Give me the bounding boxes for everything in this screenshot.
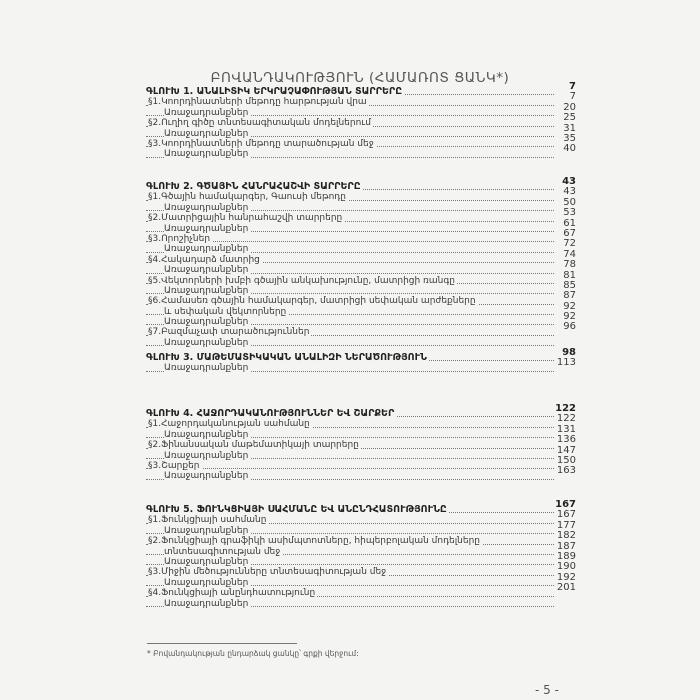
entry-title: Առաջադրանքներ — [164, 525, 249, 536]
entry-title: §6.Համասեռ գծային համակարգեր, մատրիցի սեփական արժեքները — [148, 296, 476, 307]
entry-page: 74 — [563, 248, 576, 260]
entry-title: Առաջադրանքներ — [164, 556, 249, 567]
entry-title: ԳԼՈՒԽ 1. ԱՆԱԼԻՏԻԿ ԵՐԿՐԱՉԱՓՈՒԹՅԱՆ ՏԱՐՐԵՐԸ — [146, 86, 403, 97]
entry-title: §3.Շարքեր — [148, 460, 200, 471]
entry-title: Առաջադրանքներ — [164, 337, 249, 348]
entry-page: 187 — [556, 540, 576, 552]
entry-title: տնտեսագիտության մեջ — [164, 546, 281, 557]
entry-title: §1.Կոորդինատների մեթոդը հարթության վրա — [148, 97, 367, 108]
entry-title: Առաջադրանքներ — [164, 577, 249, 588]
entry-title: ԳԼՈՒԽ 2. ԳԾԱՅԻՆ ՀԱՆՐԱՀԱՇՎԻ ՏԱՐՐԵՐԸ — [146, 181, 361, 192]
entry-title: §3.Որոշիչներ — [148, 233, 211, 244]
chapter-heading — [146, 403, 576, 419]
chapter-block — [146, 403, 576, 482]
chapter-heading — [146, 81, 576, 97]
entry-page: 92 — [563, 311, 576, 323]
entry-title: Առաջադրանքներ — [164, 285, 249, 296]
entry-page: 182 — [556, 530, 576, 542]
entry-page: 43 — [562, 176, 576, 187]
entry-title: §2.Ֆունկցիայի գրաֆիկի ասիմպտոտները, հիպերբոլական մոդելները — [148, 536, 481, 547]
entry-page: 131 — [556, 423, 576, 435]
entry-page: 189 — [556, 550, 576, 562]
entry-page: 67 — [563, 227, 576, 239]
entry-title: §7.Բազմաչափ տարածություններ — [148, 327, 310, 338]
entry-page: 25 — [563, 112, 576, 124]
entry-title: Առաջադրանքներ — [164, 450, 249, 461]
entry-title: ԳԼՈՒԽ 4. ՀԱՋՈՐԴԱԿԱՆՈՒԹՅՈՒՆՆԵՐ ԵՎ ՇԱՐՔԵՐ — [146, 408, 395, 419]
entry-title: ԳԼՈՒԽ 3. ՄԱԹԵՄԱՏԻԿԱԿԱՆ ԱՆԱԼԻԶԻ ՆԵՐԱԾՈՒԹՅՈՒՆ — [146, 352, 427, 363]
entry-page: 98 — [562, 347, 576, 358]
entry-page: 20 — [563, 101, 576, 113]
entry-page: 85 — [563, 279, 576, 291]
page-number: - 5 - — [535, 683, 559, 697]
entry-title: Առաջադրանքներ — [164, 244, 249, 255]
entry-title: Առաջադրանքներ — [164, 223, 249, 234]
entry-page: 87 — [563, 290, 576, 302]
chapter-heading — [146, 347, 576, 363]
chapter-block — [146, 176, 576, 348]
entry-title: §2.Մատրիցային հանրահաշվի տարրերը — [148, 213, 343, 224]
entry-title: Առաջադրանքներ — [164, 107, 249, 118]
entry-page: 43 — [563, 186, 576, 198]
footnote-divider — [147, 643, 297, 644]
entry-page: 40 — [563, 143, 576, 155]
entry-page: 177 — [556, 519, 576, 531]
entry-page: 136 — [556, 434, 576, 446]
entry-page: 201 — [556, 582, 576, 594]
entry-page: 113 — [556, 357, 576, 369]
entry-title: §5.Վեկտորների խմբի գծային անկախությունը, մատրիցի ռանգը — [148, 275, 455, 286]
entry-title: և սեփական վեկտորները — [164, 306, 287, 317]
entry-page: 50 — [563, 196, 576, 208]
entry-title: Առաջադրանքներ — [164, 128, 249, 139]
entry-title: ԳԼՈՒԽ 5. ՖՈՒՆԿՑԻԱՅԻ ՍԱՀՄԱՆԸ ԵՎ ԱՆԸՆԴՀԱՏՈՒԹՅՈՒՆԸ — [146, 504, 447, 515]
entry-title: §1.Հաջորդականության սահմանը — [148, 419, 310, 430]
entry-title: Առաջադրանքներ — [164, 317, 249, 328]
entry-page: 72 — [563, 238, 576, 250]
entry-page: 78 — [563, 259, 576, 271]
entry-page: 61 — [563, 217, 576, 229]
chapter-heading — [146, 176, 576, 192]
toc-entry — [146, 599, 576, 609]
entry-title: §2.Ֆինանսական մաթեմատիկայի տարրերը — [148, 440, 359, 451]
entry-page: 35 — [563, 132, 576, 144]
entry-title: Առաջադրանքներ — [164, 429, 249, 440]
entry-title: Առաջադրանքներ — [164, 149, 249, 160]
page-title: ԲՈՎԱՆԴԱԿՈՒԹՅՈՒՆ (ՀԱՄԱՌՈՏ ՑԱՆԿ*) — [210, 70, 510, 86]
entry-page: 92 — [563, 300, 576, 312]
entry-page: 53 — [563, 207, 576, 219]
chapter-block — [146, 499, 576, 609]
entry-title: §3.Կոորդինատների մեթոդը տարածության մեջ — [148, 138, 374, 149]
footnote: * Բովանդակության ընդարձակ ցանկը՝ գրքի վերջում: — [147, 649, 359, 658]
entry-title: Առաջադրանքներ — [164, 471, 249, 482]
entry-page: 7 — [569, 81, 576, 92]
entry-page: 150 — [556, 454, 576, 466]
entry-page: 96 — [563, 321, 576, 333]
entry-page: 7 — [569, 91, 576, 103]
entry-title: Առաջադրանքներ — [164, 363, 249, 374]
chapter-block — [146, 347, 576, 374]
entry-title: §1.Գծային համակարգեր, Գաուսի մեթոդը — [148, 192, 346, 203]
entry-title: §3.Միջին մեծությունները տնտեսագիտության մեջ — [148, 567, 387, 578]
entry-title: Առաջադրանքներ — [164, 265, 249, 276]
entry-page: 190 — [556, 561, 576, 573]
entry-title: §4.Հակադարձ մատրից — [148, 254, 260, 265]
chapter-heading — [146, 499, 576, 515]
entry-page: 167 — [555, 499, 576, 510]
entry-page: 122 — [555, 403, 576, 414]
entry-title: §2.Ուղիղ գիծը տնտեսագիտական մոդելներում — [148, 118, 371, 129]
entry-page: 122 — [556, 413, 576, 425]
entry-page: 167 — [556, 509, 576, 521]
chapter-block — [146, 81, 576, 160]
entry-page: 81 — [563, 269, 576, 281]
entry-title: §4.Ֆունկցիայի անընդհատությունը — [148, 588, 316, 599]
entry-page: 31 — [563, 122, 576, 134]
entry-page: 147 — [556, 444, 576, 456]
toc-entry — [146, 338, 576, 348]
leader-dots — [146, 468, 554, 469]
entry-page: 192 — [556, 571, 576, 583]
entry-title: Առաջադրանքներ — [164, 202, 249, 213]
entry-title: §1.Ֆունկցիայի սահմանը — [148, 515, 267, 526]
entry-title: Առաջադրանքներ — [164, 598, 249, 609]
entry-page: 163 — [556, 465, 576, 477]
